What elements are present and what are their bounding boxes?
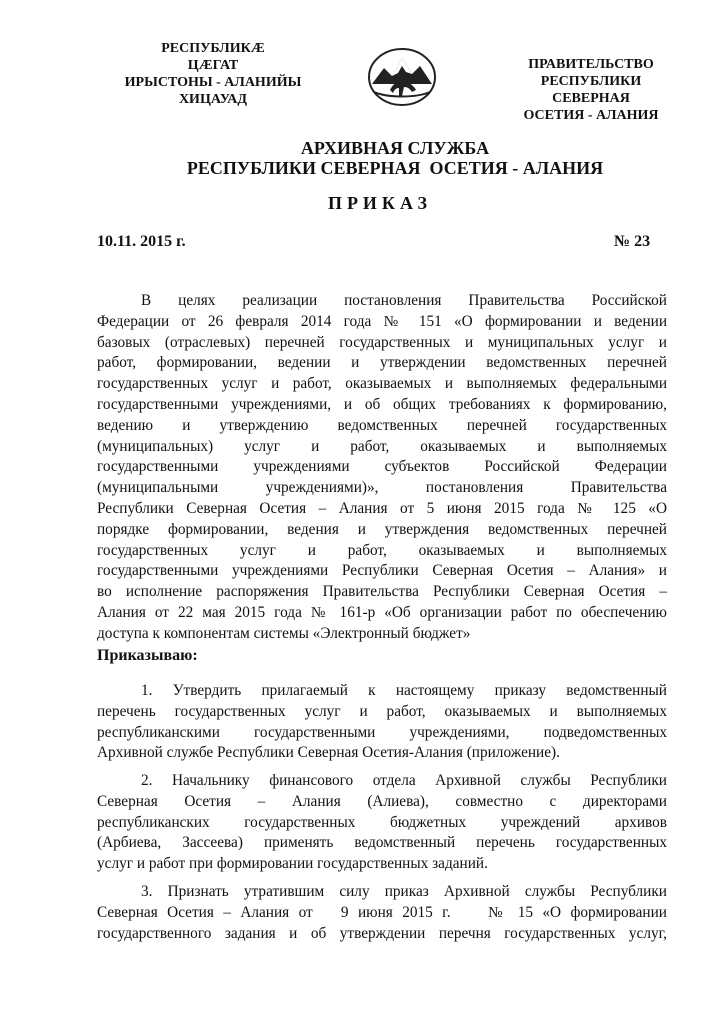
preamble-line: ведению и утверждению ведомственных перечней государственных (97, 416, 667, 434)
header-left-line: РЕСПУБЛИКÆ (161, 41, 265, 56)
order-item-line: (Арбиева, Зассеева) применять ведомственный перечень государственных (97, 834, 667, 852)
order-number: № 23 (614, 233, 651, 250)
preamble-line: базовых (отраслевых) перечней государственных и муниципальных услуг и (97, 333, 667, 351)
order-item-line: республиканскими государственными учреждениями, подведомственных (97, 723, 667, 741)
order-date: 10.11. 2015 г. (97, 233, 186, 250)
order-item-2 (97, 771, 667, 875)
preamble-line: Республики Северная Осетия – Алания от 5 июня 2015 года № 125 «О (97, 499, 667, 517)
order-item-1 (97, 681, 667, 764)
header-left-title (96, 40, 330, 108)
preamble-line: порядке формировании, ведения и утверждения ведомственных перечней (97, 520, 667, 538)
header-right-line: ОСЕТИЯ - АЛАНИЯ (523, 108, 659, 123)
order-item-line: 2. Начальнику финансового отдела Архивной службы Республики (141, 772, 667, 789)
preamble-line: во исполнение распоряжения Правительства Республики Северная Осетия – (97, 583, 667, 601)
header-right-line: РЕСПУБЛИКИ (540, 74, 642, 89)
order-item-line: перечень государственных услуг и работ, оказываемых и выполняемых (97, 702, 667, 720)
preamble-line: государственными учреждениями субъектов Российской Федерации (97, 458, 667, 476)
order-item-line: государственного задания и об утверждении перечня государственных услуг, (97, 924, 667, 942)
preamble-line: Алания от 22 мая 2015 года № 161-р «Об организации работ по обеспечению (97, 603, 667, 621)
preamble-paragraph (97, 291, 667, 645)
header-right-title (494, 56, 688, 124)
preamble-line: В целях реализации постановления Правительства Российской (141, 292, 667, 309)
preamble-line: (муниципальными учреждениями)», постановления Правительства (97, 479, 667, 497)
preamble-line: работ, формировании, ведении и утверждении ведомственных перечней (97, 354, 667, 372)
header-left-line: ЦÆГАТ (187, 58, 239, 73)
preamble-line: государственных услуг и работ, оказываемых и выполняемых (97, 541, 667, 559)
order-item-line: Северная Осетия – Алания от 9 июня 2015 г. № 15 «О формировании (97, 903, 667, 921)
order-item-line: Архивной службе Республики Северная Осетия-Алания (приложение). (97, 744, 560, 762)
order-item-line: Северная Осетия – Алания (Алиева), совместно с директорами (97, 792, 667, 810)
header-left-line: ИРЫСТОНЫ - АЛАНИЙЫ (124, 75, 302, 90)
preamble-line: Федерации от 26 февраля 2014 года № 151 «О формировании и ведении (97, 312, 667, 330)
organization-title-line2: РЕСПУБЛИКИ СЕВЕРНАЯ ОСЕТИЯ - АЛАНИЯ (186, 158, 604, 178)
order-item-line: 3. Признать утратившим силу приказ Архивной службы Республики (141, 883, 667, 900)
coat-of-arms-icon (366, 46, 438, 108)
organization-title (180, 138, 610, 178)
order-item-line: 1. Утвердить прилагаемый к настоящему приказу ведомственный (141, 682, 667, 699)
header-right-line: СЕВЕРНАЯ (552, 91, 630, 106)
order-directive-heading: Приказываю: (97, 647, 198, 664)
preamble-line: государственными учреждениями, и об общих требованиях к формированию, (97, 395, 667, 413)
preamble-line: доступа к компонентам системы «Электронный бюджет» (97, 624, 471, 642)
preamble-line: государственных услуг и работ, оказываемых и выполняемых федеральными (97, 375, 667, 393)
document-type-title: ПРИКАЗ (327, 193, 433, 213)
organization-title-line1: АРХИВНАЯ СЛУЖБА (300, 138, 490, 158)
header-left-line: ХИЦАУАД (178, 92, 248, 107)
preamble-line: государственными учреждениями Республики Северная Осетия – Алания» и (97, 562, 667, 580)
preamble-line: (муниципальных) услуг и работ, оказываемых и выполняемых (97, 437, 667, 455)
header-right-line: ПРАВИТЕЛЬСТВО (528, 57, 654, 72)
order-item-3 (97, 882, 667, 944)
order-item-line: республиканских государственных бюджетных учреждений архивов (97, 813, 667, 831)
order-item-line: услуг и работ при формировании государственных заданий. (97, 855, 488, 873)
